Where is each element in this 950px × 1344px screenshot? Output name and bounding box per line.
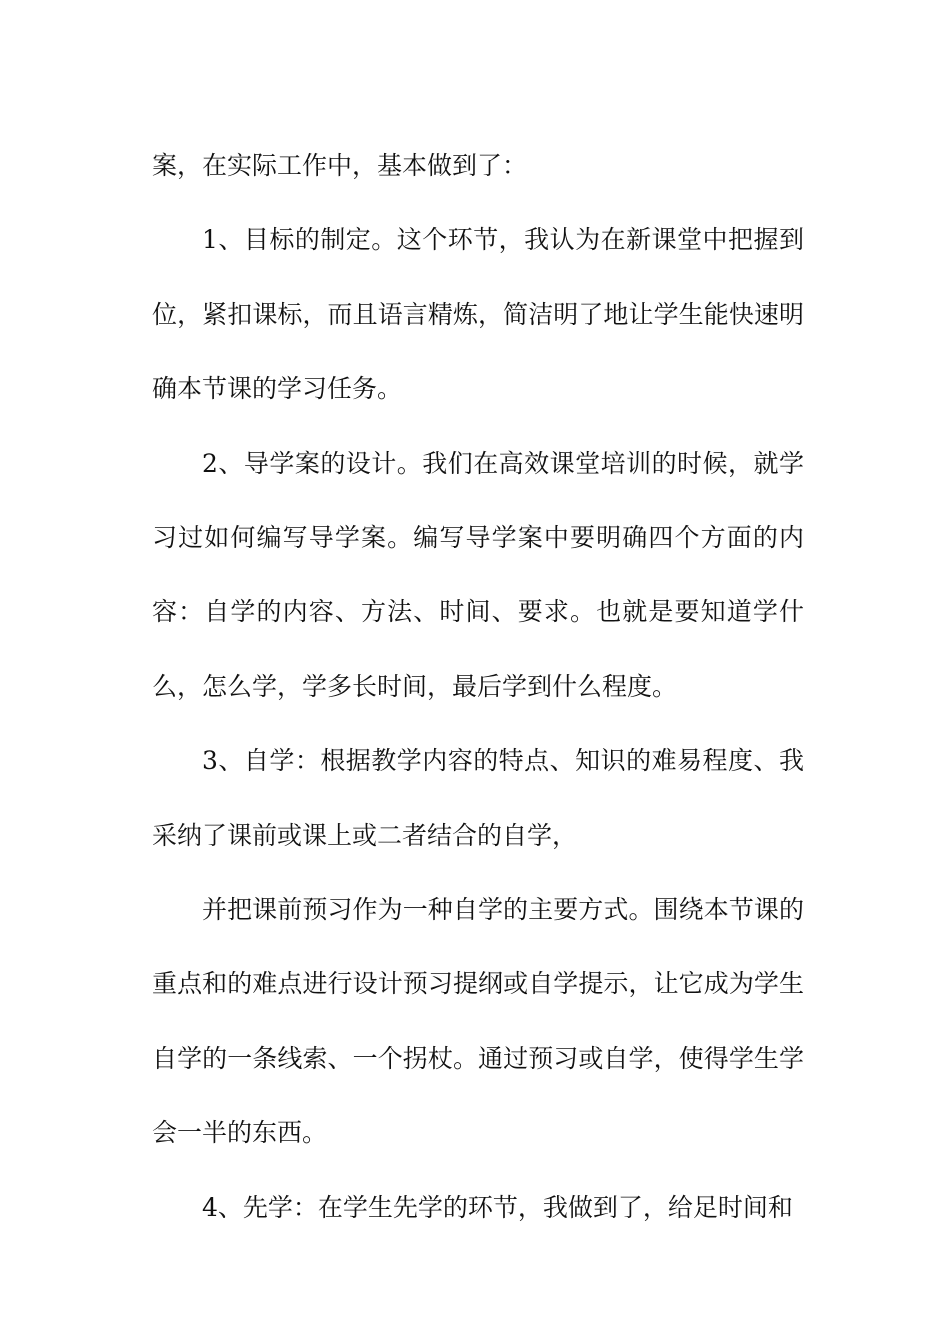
paragraph-self-study: 3、自学：根据教学内容的特点、知识的难易程度、我采纳了课前或课上或二者结合的自学， [152, 746, 804, 850]
paragraph-learn-first: 4、先学：在学生先学的环节，我做到了，给足时间和 [202, 1192, 793, 1222]
paragraph-goal-setting: 1、目标的制定。这个环节，我认为在新课堂中把握到位，紧扣课标，而且语言精炼，简洁明了地让学生能快速明确本节课的学习任务。 [152, 225, 804, 404]
document-body [152, 129, 804, 1245]
paragraph-guide-design: 2、导学案的设计。我们在高效课堂培训的时候，就学习过如何编写导学案。编写导学案中要明确四个方面的内容：自学的内容、方法、时间、要求。也就是要知道学什么，怎么学，学多长时间，最后学到什么程度。 [152, 448, 804, 701]
paragraph-preview: 并把课前预习作为一种自学的主要方式。围绕本节课的重点和的难点进行设计预习提纲或自学提示，让它成为学生自学的一条线索、一个拐杖。通过预习或自学，使得学生学会一半的东西。 [152, 895, 804, 1148]
paragraph-continuation: 案，在实际工作中，基本做到了： [152, 151, 528, 180]
